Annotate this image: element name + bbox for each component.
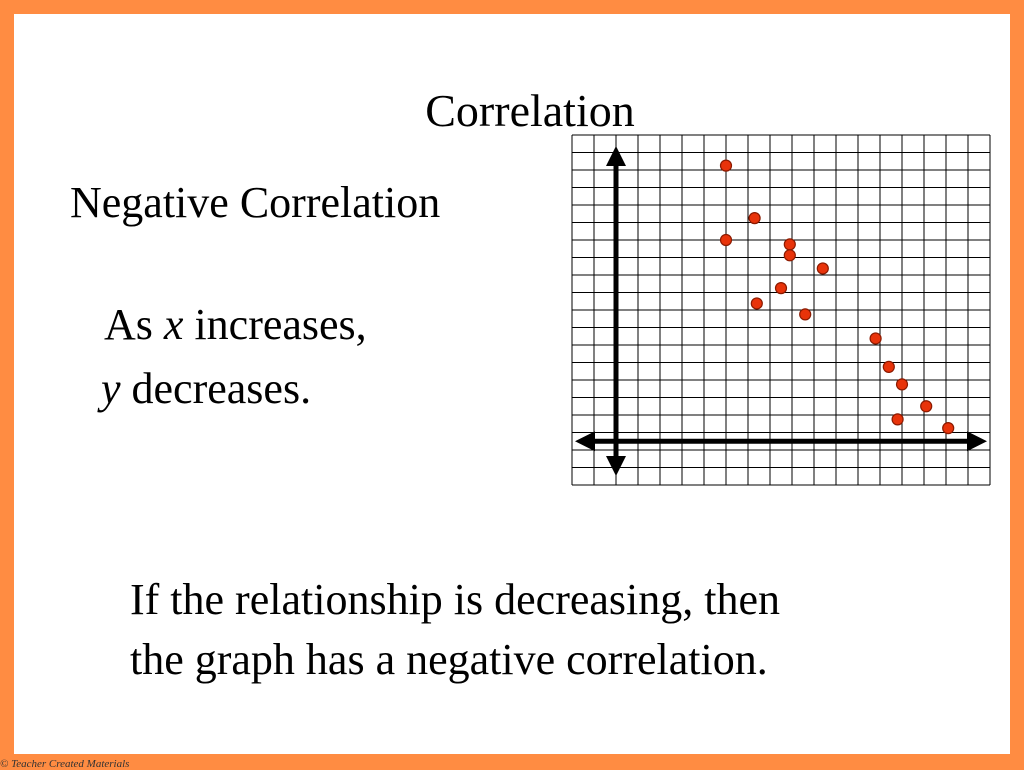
footer-copyright: © Teacher Created Materials — [0, 758, 130, 770]
data-point — [721, 235, 732, 246]
data-point — [943, 423, 954, 434]
data-point — [721, 160, 732, 171]
scatter-chart — [571, 134, 991, 486]
slide-title: Correlation — [425, 85, 635, 136]
conclusion-line-2: the graph has a negative correlation. — [130, 635, 768, 684]
rule-line-1-post: increases, — [183, 300, 367, 349]
data-point — [749, 213, 760, 224]
data-point — [817, 263, 828, 274]
slide-subtitle: Negative Correlation — [70, 178, 441, 227]
data-point — [870, 333, 881, 344]
rule-var-x: x — [163, 300, 184, 349]
data-point — [784, 239, 795, 250]
rule-line-2 — [101, 363, 311, 414]
data-point — [776, 283, 787, 294]
rule-line-2-post: decreases. — [120, 364, 312, 413]
chart-grid — [572, 135, 990, 485]
conclusion-line-1: If the relationship is decreasing, then — [130, 575, 781, 624]
data-point — [751, 298, 762, 309]
data-point — [784, 250, 795, 261]
rule-var-y: y — [101, 364, 121, 413]
rule-line-1 — [104, 299, 367, 350]
rule-line-1-pre: As — [104, 300, 164, 349]
data-point — [800, 309, 811, 320]
data-point — [892, 414, 903, 425]
data-point — [883, 361, 894, 372]
chart-axes — [583, 154, 979, 468]
chart-points — [721, 160, 954, 434]
data-point — [921, 401, 932, 412]
data-point — [897, 379, 908, 390]
